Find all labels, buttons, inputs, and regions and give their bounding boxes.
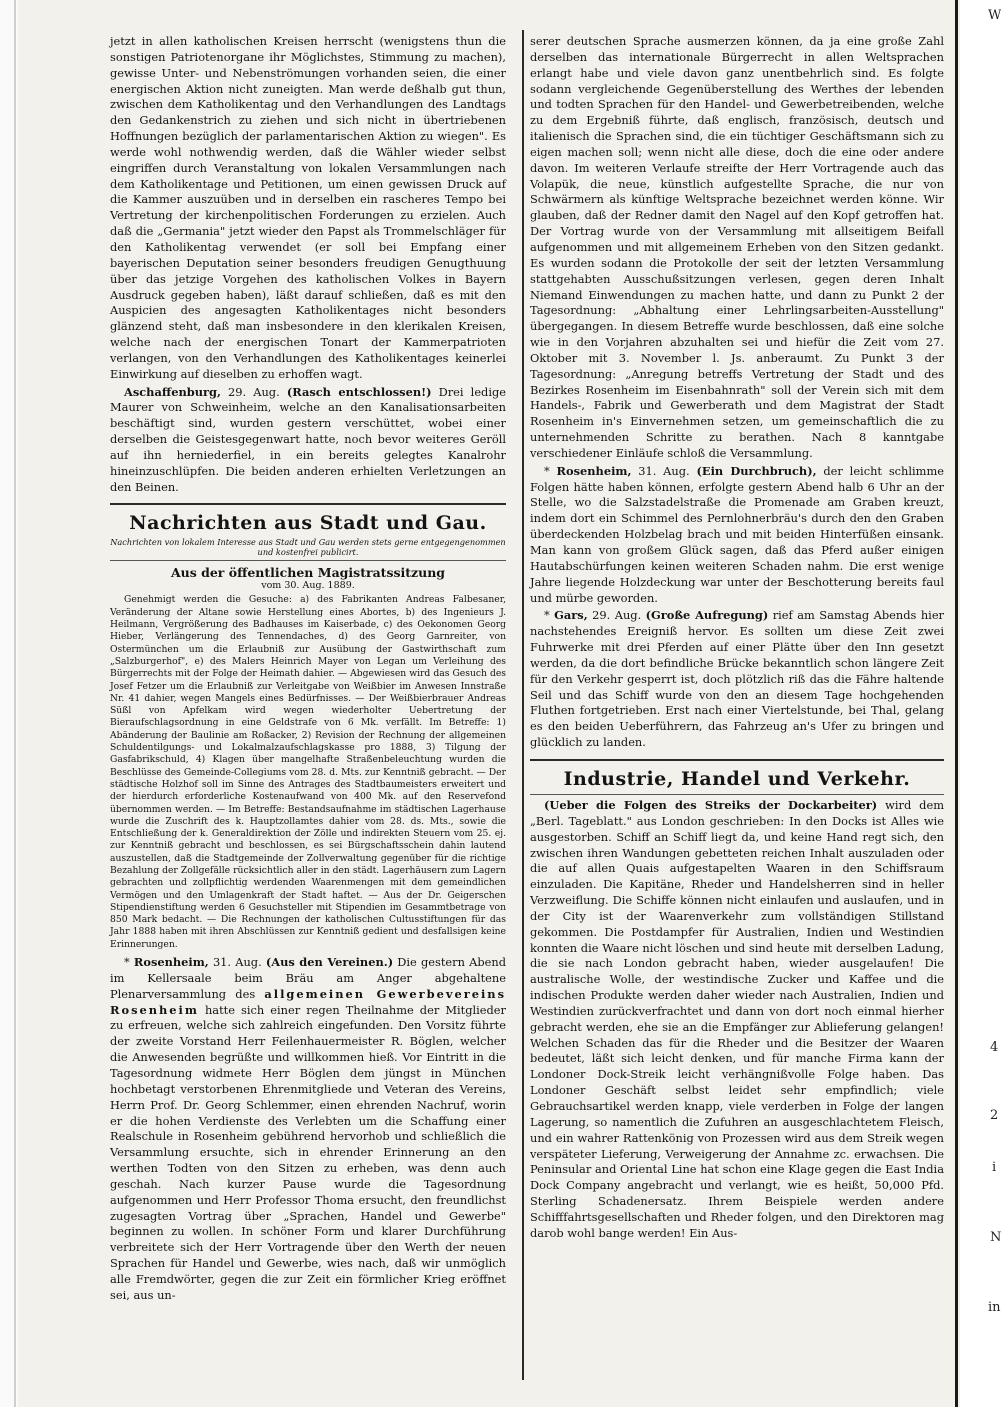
item-text: Drei ledige Maurer von Schweinheim, welche an den Kanalisationsarbeiten beschäftigt sind, wurden gestern verschüttet, wobei einer derselben die Geistesgegenwart hatte, noch bevor weiteres Geröll auf ihn herniederfiel, in ein bereits gelegtes Kanalrohr hineinzuschlüpfen. Die beiden anderen erhielten Verletzungen an den Beinen. [110, 384, 507, 494]
item-tag: (Ein Durchbruch), [696, 463, 817, 478]
article-continuation: serer deutschen Sprache ausmerzen können, da ja eine große Zahl derselben das internationale Bürgerrecht in allen Weltsprachen erlangt habe und viele davon ganz unentbehrlich sind. Es folgte sodann vergleichende Gegenüberstellung des Werthes der lebenden und todten Sprachen für den Handel- und Gewerbetreibenden, welche zu dem Ergebniß führte, daß englisch, französisch, deutsch und italienisch die Sprachen sind, die ein tüchtiger Geschäftsmann sich zu eigen machen soll; wenn nicht alle diese, doch die eine oder andere davon. Im weiteren Verlaufe streifte der Herr Vortragende auch das Volapük, die neue, künstlich aufgestellte Sprache, die nur von Schwärmern als künftige Weltsprache bezeichnet werden könne. Wir glauben, daß der Redner damit den Nagel auf den Kopf getroffen hat. Der Vortrag wurde von der Versammlung mit allseitigem Beifall aufgenommen und mit allgemeinem Erheben von den Sitzen gedankt. Es wurden sodann die Protokolle der seit der letzten Versammlung stattgehabten Ausschußsitzungen verlesen, gegen deren Inhalt Niemand Einwendungen zu machen hatte, und dann zu Punkt 2 der Tagesordnung: „Abhaltung einer Lehrlingsarbeiten-Ausstellung" übergegangen. In diesem Betreffe wurde beschlossen, daß eine solche wie in den Vorjahren abzuhalten sei und hiefür die Zeit vom 27. Oktober mit 3. November l. Js. anberaumt. Zu Punkt 3 der Tagesordnung: „Anregung betreffs Vertretung der Stadt und des Bezirkes Rosenheim im Eisenbahnrath" soll der Verein sich mit dem Handels-, Fabrik und Gewerberath und dem Magistrat der Stadt Rosenheim in's Einvernehmen setzen, um gemeinschaftlich die zu unternehmenden Schritte zu berathen. Nach 8 kanntgabe verschiedener Einläufe schloß die Versammlung. [530, 34, 944, 460]
binding-edge [0, 0, 18, 1407]
edge-fragment: W [988, 8, 1001, 23]
news-item-rosenheim-durchbruch [530, 464, 944, 607]
item-text: wird dem „Berl. Tageblatt." aus London geschrieben: In den Docks ist Alles wie ausgestorben. Schiff an Schiff liegt da, und keine Hand regt sich, den zwischen ihren Wandungen gebetteten reichen Inhalt auszuladen oder die auf allen Quais aufgestapelten Waaren in den Schiffsraum einzuladen. Die Kapitäne, Rheder und Handelsherren sind in heller Verzweiflung. Die Schiffe können nicht einlaufen und auslaufen, und in der City ist der Waarenverkehr zum vollständigen Stillstand gekommen. Die Postdampfer für Australien, Indien und Westindien konnten die Waare nicht löschen und sind heute mit derselben Ladung, die sie nach London gebracht haben, wieder ausgelaufen! Die australische Wolle, der westindische Zucker und Kaffee und die indischen Produkte werden daher wieder nach Australien, Indien und Westindien zurückverfrachtet und dann von dort noch einmal hierher gebracht werden, ehe sie an die Empfänger zur Ablieferung gelangen! Welchen Schaden das für die Rheder und die Besitzer der Waaren bedeutet, läßt sich leicht denken, und für manche Firma kann der Londoner Dock-Streik leicht verhängnißvolle Folge haben. Das Londoner Geschäft selbst leidet sehr empfindlich; viele Gebrauchsartikel werden knapp, viele verderben in Folge der langen Lagerung, so namentlich die Zufuhren an ausgeschlachtetem Fleisch, und ein wahrer Rattenkönig von Prozessen wird aus dem Streik wegen verspäteter Lieferung, Verweigerung der Annahme zc. erwachsen. Die Peninsular and Oriental Line hat schon eine Klage gegen die East India Dock Company angebracht und verlangt, wie es heißt, 50,000 Pfd. Sterling Schadenersatz. Ihrem Beispiele werden andere Schifffahrtsgesellschaften und Rheder folgen, und den Direktoren mag darob wohl bange werden! Ein Aus- [530, 797, 944, 1240]
dateline-place: Gars, [554, 608, 588, 623]
item-tag: (Aus den Vereinen.) [265, 955, 394, 970]
section-rule [530, 759, 944, 761]
magistrat-minutes: Genehmigt werden die Gesuche: a) des Fabrikanten Andreas Falbesaner, Veränderung der Altane sowie Herstellung eines Abortes, b) des Ingenieurs J. Heilmann, Vergrößerung des Badhauses im Kaiserbade, c) des Oekonomen Georg Hieber, Verlängerung des Tennendaches, d) des Georg Garnreiter, von Ostermünchen um die Erlaubniß zur Ausübung der Gastwirthschaft zum „Salzburgerhof", e) des Malers Heinrich Mayer von Legan um Verleihung des Bürgerrechts mit der Folge der Heimath dahier. — Abgewiesen wird das Gesuch des Josef Fetzer um die Erlaubniß zur Verleitgabe von Weißbier im Anwesen Innstraße Nr. 41 dahier, wegen Mangels eines Bedürfnisses. — Der Weißbierbrauer Andreas Süßl von Apfelkam wird wegen wiederholter Uebertretung der Bieraufschlagsordnung in eine Geldstrafe von 6 Mk. verfällt. Im Betreffe: 1) Abänderung der Baulinie am Roßacker, 2) Revision der Rechnung der allgemeinen Schuldentilgungs- und Lokalmalzaufschlagskasse pro 1888, 3) Tilgung der Gasfabrikschuld, 4) Klagen über mangelhafte Straßenbeleuchtung wurden die Beschlüsse des Gemeinde-Collegiums vom 28. d. Mts. zur Kenntniß gebracht. — Der städtische Holzhof soll im Sinne des Antrages des Stadtbaumeisters erweitert und der hierdurch erforderliche Kostenaufwand von 400 Mk. auf den Reservefond übernommen werden. — Im Betreffe: Bestandsaufnahme im städtischen Lagerhause wurde die Zuschrift des k. Hauptzollamtes dahier vom 28. ds. Mts., sowie die Entschließung der k. Generaldirektion der Zölle und indirekten Steuern vom 25. ej. zur Kenntniß gebracht und beschlossen, es sei Bürgschaftsschein dahin lautend auszustellen, daß die Stadtgemeinde der Zollverwaltung gegenüber für die richtige Bezahlung der Zollgefälle rücksichtlich aller in den städt. Lagerhäusern zum Lagern gebrachten und zollpflichtig werdenden Waarenmengen mit dem gemeindlichen Vermögen und den Umlagenkraft der Stadt haftet. — Aus der Dr. Geigerschen Stipendienstiftung werden 6 Gesuchsteller mit Stipendien im Gesammtbetrage von 850 Mark bedacht. — Die Rechnungen der katholischen Cultusstiftungen für das Jahr 1888 haben mit ihren Abschlüssen zur Kenntniß gedient und desfallsigen keine Erinnerungen. [110, 594, 506, 950]
subsection-date: vom 30. Aug. 1889. [261, 580, 355, 592]
dateline-place: Rosenheim, [133, 955, 209, 970]
dateline-date: 29. Aug. [228, 384, 280, 399]
item-text: hatte sich einer regen Theilnahme der Mitglieder zu erfreuen, welche sich zahlreich eingefunden. Den Vorsitz führte der zweite Vorstand Herr Feilenhauermeister R. Böglen, welcher die Anwesenden begrüßte und willkommen hieß. Vor Eintritt in die Tagesordnung widmete Herr Böglen dem jüngst in München hochbetagt verstorbenen Ehrenmitgliede und Veteran des Vereins, Herrn Prof. Dr. Georg Schlemmer, einen ehrenden Nachruf, worin er die hohen Verdienste des Verlebten um die Schaffung einer Realschule in Rosenheim gebührend hervorhob und schließlich die Versammlung ersuchte, sich in ehrender Erinnerung an den werthen Todten von den Sitzen zu erheben, was denn auch geschah. Nach kurzer Pause wurde die Tagesordnung aufgenommen und Herr Professor Thoma ersucht, den freundlichst zugesagten Vortrag über „Sprachen, Handel und Gewerbe" beginnen zu wollen. In schöner Form und klarer Durchführung verbreitete sich der Herr Vortragende über den Werth der neuen Sprachen für Handel und Gewerbe, wies nach, daß wir unmöglich alle Fremdwörter, gegen die zur Zeit ein förmlicher Krieg eröffnet sei, aus un- [110, 1002, 506, 1302]
section-title: Industrie, Handel und Verkehr. [563, 767, 911, 790]
article-continuation: jetzt in allen katholischen Kreisen herrscht (wenigstens thun die sonstigen Patriotenorgane ihr Möglichstes, Stimmung zu machen), gewisse Unter- und Nebenströmungen vorhanden seien, die einer energischen Aktion nicht zuneigten. Man werde deßhalb gut thun, zwischen dem Katholikentag und den Verhandlungen des Landtags den Gedankenstrich zu ziehen und sich nicht in übertriebenen Hoffnungen bezüglich der parlamentarischen Aktion zu wiegen". Es werde wohl nothwendig werden, daß die Wähler wieder selbst eingriffen durch Veranstaltung von lokalen Versammlungen nach dem Katholikentage und Petitionen, um einen gewissen Druck auf die Kammer auszuüben und in derselben ein rascheres Tempo bei Vertretung der kirchenpolitischen Forderungen zu erzielen. Auch daß die „Germania" jetzt wieder den Papst als Trommelschläger für den Katholikentag verwendet (er soll bei Empfang einer bayerischen Deputation seiner besonders freudigen Genugthuung über das jetzige Vorgehen des katholischen Volkes in Bayern Ausdruck gegeben haben), läßt darauf schließen, daß es mit den Auspicien des angesagten Katholikentages nicht besonders glänzend steht, daß man insbesondere in den klerikalen Kreisen, welche nach der energischen Tonart der Kammerpatrioten verlangen, von den Verhandlungen des Katholikentages keinerlei Einwirkung auf dieselben zu erhoffen wagt. [110, 34, 506, 381]
item-marker: * [544, 463, 550, 478]
dateline-date: 31. Aug. [212, 955, 262, 970]
next-page-strip [960, 0, 1000, 1407]
item-text: der leicht schlimme Folgen hätte haben können, erfolgte gestern Abend halb 6 Uhr an der Stelle, wo die Salzstadelstraße die Promenade am Graben kreuzt, indem dort ein Schimmel des Pernlohnerbräu's durch den den Graben überdeckenden Holzbelag brach und mit beiden Hinterfüßen einsank. Man kann von großem Glück sagen, daß das Pferd außer einigen Hautabschürfungen keinen weiteren Schaden nahm. Die erst wenige Jahre liegende Holzdeckung war unter der Beschotterung bereits faul und mürbe geworden. [530, 463, 945, 605]
section-title: Nachrichten aus Stadt und Gau. [129, 512, 487, 535]
news-item-gars [530, 608, 944, 751]
edge-fragment: in [988, 1300, 1001, 1315]
item-spaced-name: allgemeinen Gewerbevereins Rosenheim [110, 986, 506, 1017]
section-rule-thin [110, 560, 506, 561]
dateline-date: 31. Aug. [638, 463, 690, 478]
edge-fragment: N [990, 1230, 1001, 1245]
column-divider [522, 30, 524, 1380]
news-item-rosenheim-vereine [110, 955, 506, 1304]
dateline-date: 29. Aug. [592, 608, 642, 623]
section-rule [110, 503, 506, 505]
dateline-place: Rosenheim, [556, 463, 632, 478]
item-tag: (Rasch entschlossen!) [286, 384, 432, 399]
item-marker: * [544, 608, 550, 623]
item-text: rief am Samstag Abends hier nachstehendes Ereigniß hervor. Es sollten um diese Zeit zwei Fuhrwerke mit drei Pferden auf einer Plätte über den Inn gesetzt werden, da die dort befindliche Brücke bekanntlich schon längere Zeit für den Verkehr gesperrt ist, doch plötzlich riß das die Fähre haltende Seil und das Schiff wurde von den an diesem Tage hochgehenden Fluthen fortgetrieben. Erst nach einer Viertelstunde, bei Thal, gelang es den beiden Ueberführern, das Fahrzeug an's Ufer zu bringen und glücklich zu landen. [530, 608, 945, 750]
right-page-border [955, 0, 958, 1407]
item-text: Die gestern Abend im Kellersaale beim Bräu am Anger abgehaltene Plenarversammlung des [110, 955, 507, 1001]
section-rule-thin [530, 794, 944, 795]
item-tag: (Große Aufregung) [645, 608, 769, 623]
edge-fragment: 2 [990, 1108, 999, 1123]
item-marker: * [124, 955, 130, 970]
left-column [110, 34, 506, 1304]
right-column [530, 34, 944, 1242]
edge-fragment: 4 [990, 1040, 999, 1055]
dateline-place: Aschaffenburg, [124, 384, 221, 399]
news-item-aschaffenburg [110, 385, 506, 496]
news-item-dock-strike [530, 798, 944, 1242]
subsection-title: Aus der öffentlichen Magistratssitzung [170, 565, 446, 581]
item-tag: (Ueber die Folgen des Streiks der Dockarbeiter) [544, 797, 878, 812]
section-subtitle: Nachrichten von lokalem Interesse aus Stadt und Gau werden stets gerne entgegengenommen und kostenfrei publicirt. [110, 537, 506, 558]
edge-fragment: i [992, 1160, 997, 1175]
